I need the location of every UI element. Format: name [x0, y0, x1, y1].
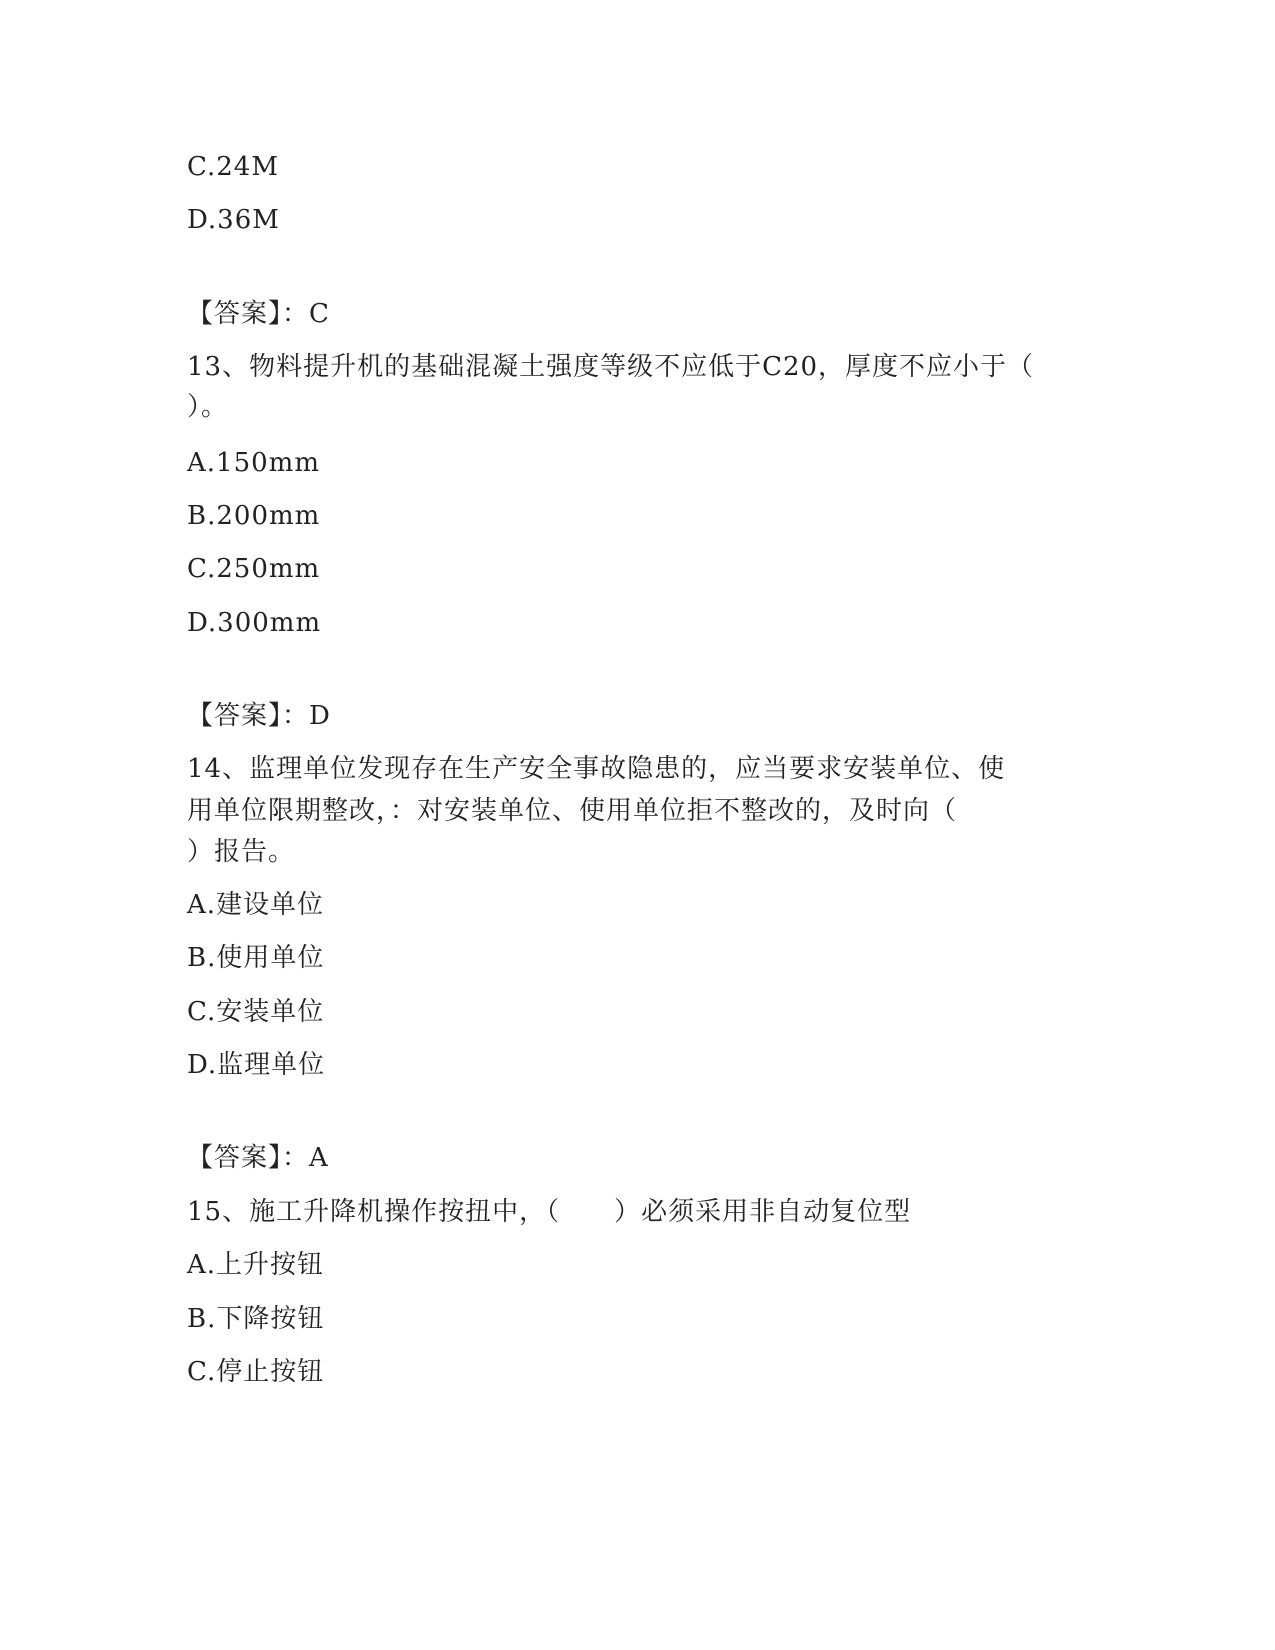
question-14-answer: 【答案】：A [187, 1143, 329, 1173]
question-14-stem-line-1: 14、监理单位发现存在生产安全事故隐患的，应当要求安装单位、使 [187, 754, 1006, 784]
question-15-stem-line-1: 15、施工升降机操作按扭中，（ ）必须采用非自动复位型 [187, 1197, 912, 1227]
question-13-option-d: D.300mm [187, 608, 322, 638]
option-c: C.24M [187, 152, 279, 182]
question-13-stem-line-2: ）。 [187, 392, 229, 422]
question-14-option-a: A.建设单位 [187, 890, 325, 920]
question-15-option-b: B.下降按钮 [187, 1304, 325, 1334]
question-13-answer: 【答案】：D [187, 701, 331, 731]
question-13-stem-line-1: 13、物料提升机的基础混凝土强度等级不应低于C20，厚度不应小于（ [187, 352, 1035, 382]
question-14-option-d: D.监理单位 [187, 1050, 326, 1080]
question-13-option-b: B.200mm [187, 501, 321, 531]
question-15-option-a: A.上升按钮 [187, 1250, 325, 1280]
question-14-option-b: B.使用单位 [187, 943, 325, 973]
question-14-stem-line-2: 用单位限期整改，：对安装单位、使用单位拒不整改的，及时向（ [187, 796, 958, 826]
answer-label: 【答案】：C [187, 299, 330, 329]
question-13-option-c: C.250mm [187, 554, 321, 584]
question-14-option-c: C.安装单位 [187, 997, 325, 1027]
question-14-stem-line-3: ）报告。 [187, 837, 296, 867]
option-d: D.36M [187, 205, 280, 235]
question-13-option-a: A.150mm [187, 448, 320, 478]
question-15-option-c: C.停止按钮 [187, 1357, 325, 1387]
